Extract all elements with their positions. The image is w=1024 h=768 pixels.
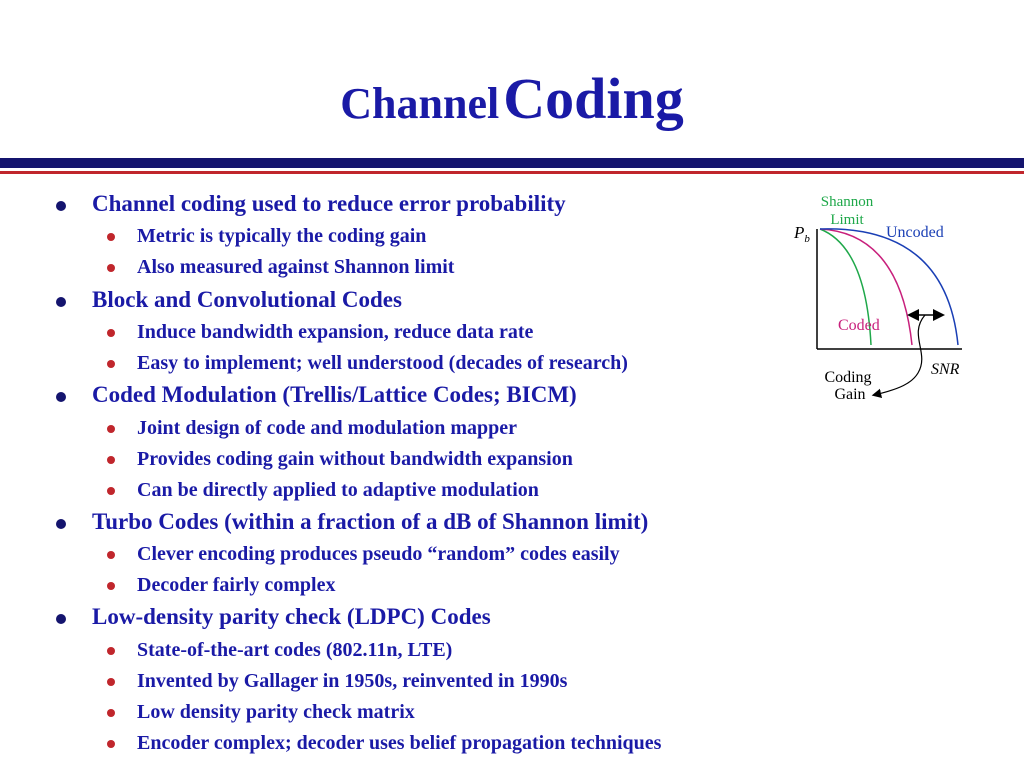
bullet-3-sub-3: Can be directly applied to adaptive modulation bbox=[137, 479, 539, 501]
coding-gain-label-line2: Gain bbox=[834, 386, 866, 403]
coding-gain-label-line1: Coding bbox=[824, 369, 872, 386]
coding-gain-figure bbox=[780, 185, 980, 415]
bullet-5-sub-4: Encoder complex; decoder uses belief propagation techniques bbox=[137, 732, 662, 754]
sub-bullet-dot bbox=[107, 233, 115, 241]
bullet-dot bbox=[56, 392, 66, 402]
bullet-5: Low-density parity check (LDPC) Codes bbox=[92, 604, 491, 629]
title-word-channel: Channel bbox=[340, 79, 500, 128]
coded-label: Coded bbox=[838, 317, 880, 334]
bullet-4: Turbo Codes (within a fraction of a dB of Shannon limit) bbox=[92, 509, 649, 534]
shannon-label-line1: Shannon bbox=[820, 194, 874, 210]
bullet-1-sub-2: Also measured against Shannon limit bbox=[137, 256, 455, 278]
sub-bullet-dot bbox=[107, 582, 115, 590]
sub-bullet-dot bbox=[107, 425, 115, 433]
shannon-label-line2: Limit bbox=[830, 212, 864, 228]
sub-bullet-dot bbox=[107, 264, 115, 272]
bullet-4-sub-2: Decoder fairly complex bbox=[137, 574, 336, 596]
bullet-1: Channel coding used to reduce error probability bbox=[92, 191, 566, 216]
gain-pointer-arrow bbox=[874, 315, 925, 395]
bullet-3: Coded Modulation (Trellis/Lattice Codes; BICM) bbox=[92, 382, 577, 407]
bullet-2-sub-1: Induce bandwidth expansion, reduce data rate bbox=[137, 321, 534, 343]
x-axis-label: SNR bbox=[931, 361, 960, 378]
bullet-2: Block and Convolutional Codes bbox=[92, 287, 402, 312]
sub-bullet-dot bbox=[107, 487, 115, 495]
sub-bullet-dot bbox=[107, 709, 115, 717]
y-axis-label: $P_b$ bbox=[794, 223, 810, 245]
bullet-dot bbox=[56, 614, 66, 624]
title-word-coding: Coding bbox=[503, 66, 684, 131]
bullet-5-sub-3: Low density parity check matrix bbox=[137, 701, 415, 723]
sub-bullet-dot bbox=[107, 456, 115, 464]
uncoded-label: Uncoded bbox=[886, 224, 944, 241]
bullet-3-sub-1: Joint design of code and modulation mapper bbox=[137, 417, 518, 439]
bullet-dot bbox=[56, 201, 66, 211]
bullet-5-sub-1: State-of-the-art codes (802.11n, LTE) bbox=[137, 639, 453, 661]
sub-bullet-dot bbox=[107, 647, 115, 655]
bullet-2-sub-2: Easy to implement; well understood (decades of research) bbox=[137, 352, 628, 374]
bullet-3-sub-2: Provides coding gain without bandwidth expansion bbox=[137, 448, 573, 470]
bullet-dot bbox=[56, 519, 66, 529]
sub-bullet-dot bbox=[107, 740, 115, 748]
sub-bullet-dot bbox=[107, 551, 115, 559]
bullet-1-sub-1: Metric is typically the coding gain bbox=[137, 225, 427, 247]
bullet-5-sub-2: Invented by Gallager in 1950s, reinvented in 1990s bbox=[137, 670, 568, 692]
bullet-dot bbox=[56, 297, 66, 307]
bullet-4-sub-1: Clever encoding produces pseudo “random” codes easily bbox=[137, 543, 620, 565]
sub-bullet-dot bbox=[107, 329, 115, 337]
sub-bullet-dot bbox=[107, 678, 115, 686]
sub-bullet-dot bbox=[107, 360, 115, 368]
